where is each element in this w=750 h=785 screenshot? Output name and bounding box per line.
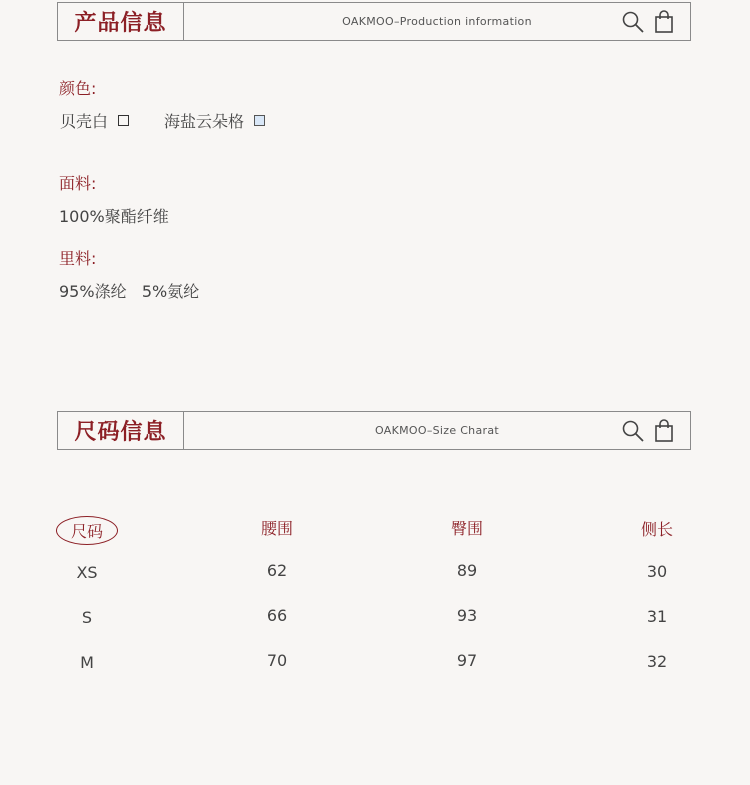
color-option-name: 海盐云朵格 xyxy=(164,112,245,131)
fabric-label: 面料: xyxy=(59,174,97,193)
color-label: 颜色: xyxy=(59,79,97,98)
table-row xyxy=(0,652,750,682)
lining-label: 里料: xyxy=(59,249,97,268)
table-cell-waist: 70 xyxy=(266,651,288,670)
table-cell-waist: 62 xyxy=(266,561,288,580)
table-header-size: 尺码 xyxy=(56,516,118,545)
table-header-waist: 腰围 xyxy=(260,519,294,538)
product-info-title: 产品信息 xyxy=(58,3,184,40)
table-cell-hip: 93 xyxy=(456,606,478,625)
search-icon[interactable] xyxy=(621,419,645,447)
color-options xyxy=(60,109,300,132)
table-cell-waist: 66 xyxy=(266,606,288,625)
product-info-subtitle: OAKMOO–Production information xyxy=(342,15,532,28)
table-cell-length: 32 xyxy=(646,652,668,671)
size-info-header xyxy=(57,411,691,450)
table-cell-hip: 89 xyxy=(456,561,478,580)
fabric-value: 100%聚酯纤维 xyxy=(59,207,169,226)
table-row xyxy=(0,562,750,592)
table-cell-length: 31 xyxy=(646,607,668,626)
size-info-title: 尺码信息 xyxy=(58,412,184,449)
search-icon[interactable] xyxy=(621,10,645,38)
table-cell-size: M xyxy=(80,653,94,672)
color-option-name: 贝壳白 xyxy=(60,112,109,131)
color-swatch-blue[interactable] xyxy=(254,115,265,126)
table-header-row xyxy=(0,516,750,546)
color-swatch-white[interactable] xyxy=(118,115,129,126)
table-header-hip: 臀围 xyxy=(450,519,484,538)
table-header-length: 侧长 xyxy=(640,520,674,539)
table-row xyxy=(0,607,750,637)
size-info-subtitle: OAKMOO–Size Charat xyxy=(375,424,499,437)
table-cell-size: S xyxy=(81,608,93,627)
lining-value: 95%涤纶 5%氨纶 xyxy=(59,282,200,301)
table-cell-size: XS xyxy=(76,563,98,582)
table-cell-hip: 97 xyxy=(456,651,478,670)
shopping-bag-icon[interactable] xyxy=(654,10,674,38)
product-info-header xyxy=(57,2,691,41)
table-cell-length: 30 xyxy=(646,562,668,581)
shopping-bag-icon[interactable] xyxy=(654,419,674,447)
